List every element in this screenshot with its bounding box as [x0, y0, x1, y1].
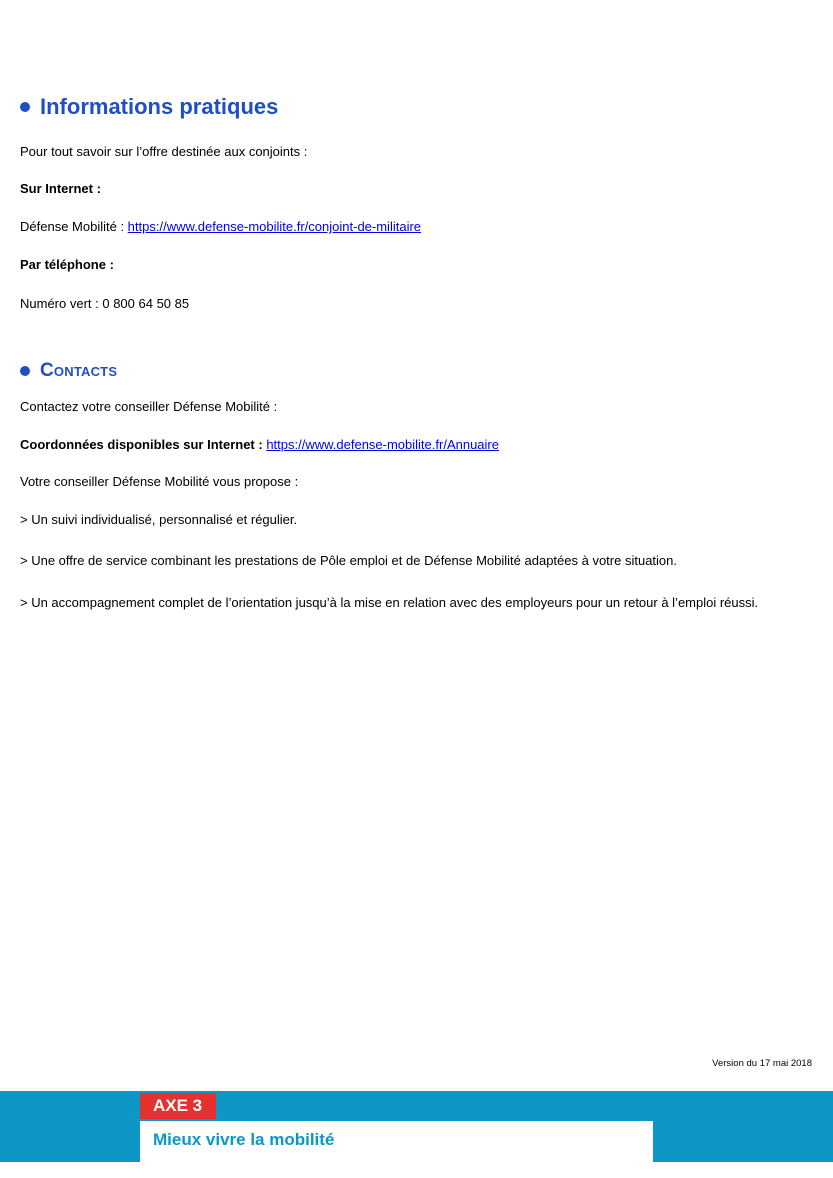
internet-label: Sur Internet :: [20, 181, 101, 196]
axe-badge: AXE 3: [140, 1093, 216, 1119]
version-date: Version du 17 mai 2018: [712, 1058, 812, 1069]
annuaire-link[interactable]: https://www.defense-mobilite.fr/Annuaire: [266, 437, 499, 452]
phone-number: Numéro vert : 0 800 64 50 85: [20, 296, 190, 311]
list-item: > Un accompagnement complet de l’orientation jusqu’à la mise en relation avec des employeurs pour un retour à l’emploi réussi.: [20, 595, 759, 610]
contacts-intro: Contactez votre conseiller Défense Mobilité :: [20, 399, 278, 414]
defense-mobilite-line: [20, 218, 421, 236]
intro-text: Pour tout savoir sur l’offre destinée aux conjoints :: [20, 144, 308, 159]
conjoint-militaire-link[interactable]: https://www.defense-mobilite.fr/conjoint-de-militaire: [127, 219, 422, 234]
coordonnees-label: Coordonnées disponibles sur Internet :: [20, 437, 267, 452]
list-item: > Une offre de service combinant les prestations de Pôle emploi et de Défense Mobilité adaptées à votre situation.: [20, 553, 678, 568]
bullet-icon: [20, 102, 30, 112]
coordonnees-line: [20, 436, 499, 454]
section-title-text: Informations pratiques: [40, 94, 279, 119]
footer-card: [140, 1121, 653, 1162]
list-item: > Un suivi individualisé, personnalisé et régulier.: [20, 512, 298, 527]
phone-label: Par téléphone :: [20, 257, 114, 272]
bullet-icon: [20, 366, 30, 376]
section-title-contacts: [20, 360, 117, 382]
propose-text: Votre conseiller Défense Mobilité vous propose :: [20, 474, 299, 489]
section-title-informations: [20, 94, 278, 120]
axe-title: Mieux vivre la mobilité: [153, 1130, 335, 1149]
section-title-text: Contacts: [40, 360, 118, 381]
defense-prefix: Défense Mobilité :: [20, 219, 128, 234]
